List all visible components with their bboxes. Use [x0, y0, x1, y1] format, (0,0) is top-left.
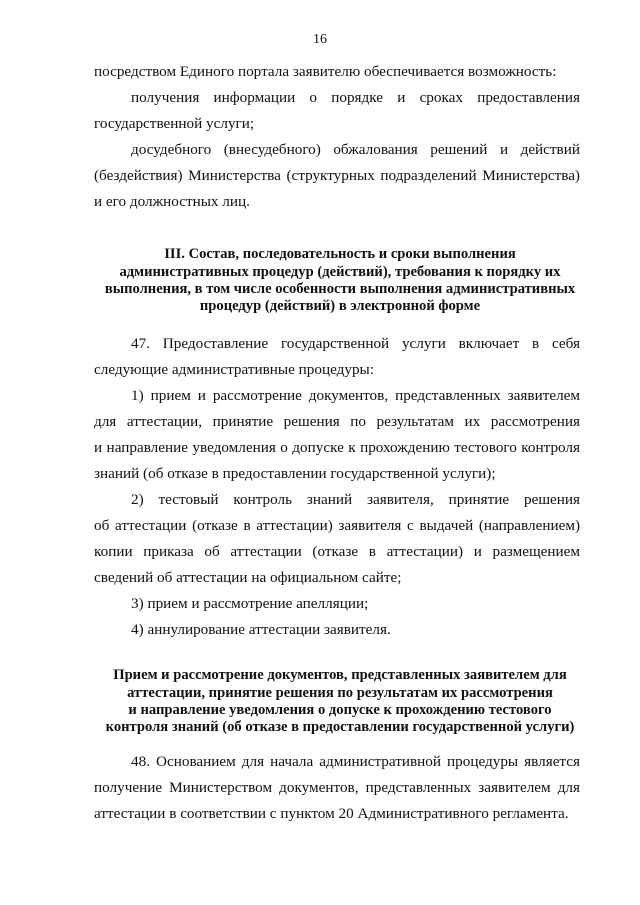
item-info-line-1: получения информации о порядке и сроках предоставления	[131, 89, 580, 106]
item-1-line-3: и направление уведомления о допуске к прохождению тестового контроля	[94, 439, 580, 456]
item-2-line-1: 2) тестовый контроль знаний заявителя, принятие решения	[131, 491, 580, 508]
section-heading-line-3: выполнения, в том числе особенности выполнения административных	[104, 281, 576, 297]
item-appeal-line-2: (бездействия) Министерства (структурных подразделений Министерства)	[94, 167, 580, 184]
item-1-line-2: для аттестации, принятие решения по результатам их рассмотрения	[94, 413, 580, 430]
paragraph-48-line-3: аттестации в соответствии с пунктом 20 Административного регламента.	[94, 805, 569, 822]
item-2-line-4: сведений об аттестации на официальном сайте;	[94, 569, 402, 586]
subsection-heading-line-4: контроля знаний (об отказе в предоставлении государственной услуги)	[105, 719, 575, 735]
paragraph-47-line-1: 47. Предоставление государственной услуги включает в себя	[131, 335, 580, 352]
paragraph-48-line-2: получение Министерством документов, представленных заявителем для	[94, 779, 580, 796]
paragraph-48-line-1: 48. Основанием для начала административной процедуры является	[131, 753, 580, 770]
paragraph-47-line-2: следующие административные процедуры:	[94, 361, 374, 378]
item-2-line-2: об аттестации (отказе в аттестации) заявителя с выдачей (направлением)	[94, 517, 580, 534]
section-heading-line-1: III. Состав, последовательность и сроки выполнения	[164, 246, 516, 262]
subsection-heading-line-1: Прием и рассмотрение документов, представленных заявителем для	[113, 667, 567, 683]
paragraph-intro: посредством Единого портала заявителю обеспечивается возможность:	[94, 63, 557, 80]
item-4: 4) аннулирование аттестации заявителя.	[131, 621, 391, 638]
page-number: 16	[313, 32, 327, 47]
subsection-heading-line-3: и направление уведомления о допуске к прохождению тестового	[128, 702, 552, 718]
item-1-line-4: знаний (об отказе в предоставлении государственной услуги);	[94, 465, 496, 482]
subsection-heading-line-2: аттестации, принятие решения по результатам их рассмотрения	[127, 685, 553, 701]
item-appeal-line-1: досудебного (внесудебного) обжалования решений и действий	[131, 141, 580, 158]
item-appeal-line-3: и его должностных лиц.	[94, 193, 250, 210]
item-2-line-3: копии приказа об аттестации (отказе в аттестации) и размещением	[94, 543, 580, 560]
item-info-line-2: государственной услуги;	[94, 115, 255, 132]
item-3: 3) прием и рассмотрение апелляции;	[131, 595, 369, 612]
section-heading-line-2: административных процедур (действий), требования к порядку их	[119, 264, 561, 280]
section-heading-line-4: процедур (действий) в электронной форме	[199, 298, 481, 314]
item-1-line-1: 1) прием и рассмотрение документов, представленных заявителем	[131, 387, 580, 404]
